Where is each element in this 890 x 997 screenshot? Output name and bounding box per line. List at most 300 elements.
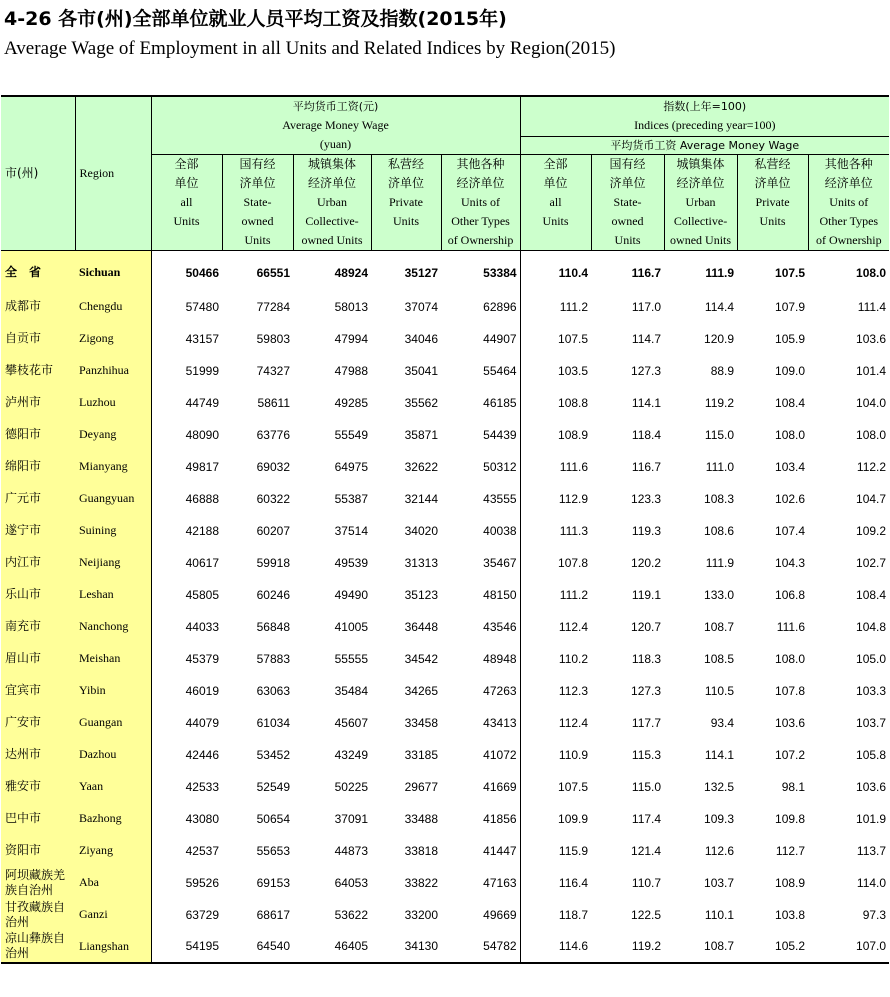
- wage-cell: 64975: [334, 459, 368, 474]
- wage-cell: 49285: [334, 395, 368, 410]
- wage-cell: 55464: [441, 355, 520, 387]
- row-city-cn: 南充市: [1, 611, 75, 643]
- wage-cell: 51999: [185, 363, 219, 378]
- row-region-en: Yaan: [75, 771, 151, 803]
- index-cell: 132.5: [704, 779, 735, 794]
- table-row: [1, 931, 889, 963]
- index-cell: 118.4: [631, 427, 662, 442]
- header-col-state-owned: 国有经 济单位 State- owned Units: [222, 155, 293, 251]
- index-cell: 112.9: [558, 491, 589, 506]
- index-cell: 107.9: [775, 299, 806, 314]
- index-cell: 118.3: [631, 651, 662, 666]
- index-cell: 108.7: [664, 931, 737, 963]
- wage-cell: 55653: [256, 843, 290, 858]
- index-cell: 107.5: [558, 779, 589, 794]
- index-cell: 122.5: [631, 907, 662, 922]
- row-city-cn: 德阳市: [1, 419, 75, 451]
- row-city-cn: 雅安市: [1, 771, 75, 803]
- row-region-en: Deyang: [75, 419, 151, 451]
- header-col-index-urban-collective: 城镇集体 经济单位 Urban Collective- owned Units: [664, 155, 737, 251]
- index-cell: 106.8: [775, 587, 806, 602]
- wage-cell: 31313: [404, 555, 438, 570]
- index-cell: 108.5: [704, 651, 735, 666]
- index-cell: 110.7: [631, 875, 662, 890]
- wage-cell: 33200: [404, 907, 438, 922]
- index-cell: 109.9: [558, 811, 589, 826]
- wage-cell: 58611: [257, 395, 290, 410]
- wage-cell: 49817: [185, 459, 219, 474]
- row-city-cn: 广元市: [1, 483, 75, 515]
- index-cell: 107.8: [558, 555, 589, 570]
- wage-cell: 50225: [334, 779, 368, 794]
- wage-cell: 57480: [185, 299, 219, 314]
- index-cell: 107.0: [808, 931, 889, 963]
- row-city-cn: 泸州市: [1, 387, 75, 419]
- wage-cell: 33185: [404, 747, 438, 762]
- index-cell: 114.6: [520, 931, 591, 963]
- wage-cell: 50654: [256, 811, 290, 826]
- wage-cell: 43555: [441, 483, 520, 515]
- index-cell: 107.4: [775, 523, 806, 538]
- wage-cell: 60322: [256, 491, 290, 506]
- index-cell: 110.4: [558, 265, 589, 280]
- index-cell: 114.4: [704, 299, 735, 314]
- table-row: [1, 547, 889, 579]
- wage-cell: 60246: [256, 587, 290, 602]
- wage-cell: 46405: [293, 931, 371, 963]
- table-row: [1, 771, 889, 803]
- index-cell: 112.7: [775, 843, 806, 858]
- index-cell: 109.2: [856, 523, 887, 538]
- row-city-cn: 眉山市: [1, 643, 75, 675]
- table-row: [1, 643, 889, 675]
- index-cell: 104.7: [856, 491, 887, 506]
- index-cell: 114.1: [704, 747, 735, 762]
- index-cell: 114.1: [631, 395, 662, 410]
- index-cell: 117.7: [631, 715, 662, 730]
- index-cell: 103.6: [775, 715, 806, 730]
- row-region-en: Leshan: [75, 579, 151, 611]
- row-region-en: Guangan: [75, 707, 151, 739]
- wage-cell: 50466: [185, 265, 219, 280]
- wage-cell: 57883: [256, 651, 290, 666]
- row-region-en: Chengdu: [75, 291, 151, 323]
- wage-cell: 47994: [334, 331, 368, 346]
- index-cell: 111.2: [559, 299, 589, 314]
- wage-cell: 74327: [256, 363, 290, 378]
- index-cell: 98.1: [781, 779, 806, 794]
- index-cell: 111.3: [559, 523, 589, 538]
- wage-cell: 33818: [404, 843, 438, 858]
- wage-cell: 68617: [256, 907, 290, 922]
- wage-cell: 35562: [404, 395, 438, 410]
- row-region-en: Liangshan: [75, 931, 151, 963]
- index-cell: 116.4: [558, 875, 589, 890]
- header-col-urban-collective: 城镇集体 经济单位 Urban Collective- owned Units: [293, 155, 371, 251]
- wage-cell: 35127: [404, 265, 438, 280]
- table-row: [1, 451, 889, 483]
- wage-cell: 66551: [256, 265, 290, 280]
- wage-cell: 35484: [334, 683, 368, 698]
- wage-cell: 33822: [404, 875, 438, 890]
- wage-cell: 43413: [441, 707, 520, 739]
- row-region-en: Nanchong: [75, 611, 151, 643]
- header-index-en: Indices (preceding year=100): [634, 118, 776, 133]
- wage-cell: 48090: [185, 427, 219, 442]
- index-cell: 120.7: [631, 619, 662, 634]
- index-cell: 103.3: [856, 683, 887, 698]
- wage-cell: 36448: [404, 619, 438, 634]
- wage-cell: 63063: [256, 683, 290, 698]
- table-row: [1, 515, 889, 547]
- index-cell: 107.2: [775, 747, 806, 762]
- index-cell: 119.1: [631, 587, 662, 602]
- wage-cell: 35041: [404, 363, 438, 378]
- wage-cell: 35123: [404, 587, 438, 602]
- header-index-cn: 指数(上年=100): [663, 100, 747, 114]
- table-row: [1, 707, 889, 739]
- index-cell: 103.6: [856, 331, 887, 346]
- index-cell: 108.4: [775, 395, 806, 410]
- row-region-en: Luzhou: [75, 387, 151, 419]
- wage-cell: 59526: [185, 875, 219, 890]
- row-city-cn: 成都市: [1, 291, 75, 323]
- table-row: [1, 419, 889, 451]
- row-city-cn: 达州市: [1, 739, 75, 771]
- wage-cell: 35871: [404, 427, 438, 442]
- index-cell: 119.2: [591, 931, 664, 963]
- index-cell: 105.2: [737, 931, 808, 963]
- row-city-cn: 全 省: [1, 251, 75, 291]
- index-cell: 104.0: [856, 395, 887, 410]
- index-cell: 93.4: [710, 715, 735, 730]
- index-cell: 103.4: [775, 459, 806, 474]
- wage-cell: 34542: [404, 651, 438, 666]
- index-cell: 103.7: [704, 875, 735, 890]
- wage-cell: 46185: [441, 387, 520, 419]
- index-cell: 111.6: [776, 619, 806, 634]
- index-cell: 127.3: [631, 683, 662, 698]
- index-cell: 104.3: [775, 555, 806, 570]
- wage-cell: 55549: [334, 427, 368, 442]
- wage-cell: 62896: [441, 291, 520, 323]
- row-city-cn: 攀枝花市: [1, 355, 75, 387]
- wage-cell: 43080: [185, 811, 219, 826]
- index-cell: 109.8: [775, 811, 806, 826]
- row-region-en: Dazhou: [75, 739, 151, 771]
- wage-cell: 41856: [441, 803, 520, 835]
- wage-cell: 48924: [334, 265, 368, 280]
- wage-cell: 41005: [334, 619, 368, 634]
- row-city-cn: 绵阳市: [1, 451, 75, 483]
- index-cell: 109.0: [775, 363, 806, 378]
- wage-cell: 60207: [256, 523, 290, 538]
- wage-cell: 54439: [441, 419, 520, 451]
- wage-cell: 46888: [185, 491, 219, 506]
- row-city-cn: 阿坝藏族羌族自治州: [1, 867, 75, 899]
- index-cell: 111.2: [559, 587, 589, 602]
- table-row: [1, 899, 889, 931]
- wage-cell: 34130: [371, 931, 441, 963]
- index-cell: 102.7: [856, 555, 887, 570]
- index-cell: 123.3: [631, 491, 662, 506]
- index-cell: 110.9: [558, 747, 589, 762]
- table-row: [1, 675, 889, 707]
- index-cell: 111.4: [857, 299, 887, 314]
- index-cell: 116.7: [631, 459, 662, 474]
- wage-cell: 49669: [441, 899, 520, 931]
- index-cell: 115.9: [558, 843, 589, 858]
- index-cell: 117.4: [631, 811, 662, 826]
- wage-cell: 47263: [441, 675, 520, 707]
- wage-cell: 61034: [256, 715, 290, 730]
- table-row: [1, 579, 889, 611]
- row-city-cn: 自贡市: [1, 323, 75, 355]
- wage-cell: 42537: [185, 843, 219, 858]
- wage-cell: 34020: [404, 523, 438, 538]
- wage-cell: 42188: [185, 523, 219, 538]
- wage-cell: 63776: [256, 427, 290, 442]
- index-cell: 108.7: [704, 619, 735, 634]
- index-cell: 101.4: [856, 363, 887, 378]
- index-cell: 105.0: [856, 651, 887, 666]
- index-cell: 111.6: [559, 459, 589, 474]
- table-row: [1, 803, 889, 835]
- index-cell: 115.0: [631, 779, 662, 794]
- index-cell: 108.0: [775, 427, 806, 442]
- index-cell: 108.8: [558, 395, 589, 410]
- table-row: [1, 355, 889, 387]
- header-col-index-other-types: 其他各种 经济单位 Units of Other Types of Ownership: [808, 155, 889, 251]
- wage-cell: 37514: [334, 523, 368, 538]
- index-cell: 115.0: [704, 427, 735, 442]
- wage-cell: 41669: [441, 771, 520, 803]
- wage-cell: 47163: [441, 867, 520, 899]
- row-region-en: Yibin: [75, 675, 151, 707]
- header-wage-unit: (yuan): [319, 137, 352, 151]
- index-cell: 114.0: [856, 875, 887, 890]
- wage-cell: 52549: [256, 779, 290, 794]
- index-cell: 112.2: [856, 459, 887, 474]
- index-cell: 105.9: [775, 331, 806, 346]
- table-row: [1, 291, 889, 323]
- index-cell: 111.9: [705, 265, 735, 280]
- wage-cell: 45607: [334, 715, 368, 730]
- row-region-en: Bazhong: [75, 803, 151, 835]
- wage-cell: 49539: [334, 555, 368, 570]
- wage-cell: 53384: [441, 251, 520, 291]
- index-cell: 110.2: [558, 651, 589, 666]
- wage-cell: 69032: [256, 459, 290, 474]
- wage-cell: 46019: [185, 683, 219, 698]
- wage-cell: 45379: [185, 651, 219, 666]
- wage-cell: 55555: [334, 651, 368, 666]
- header-group-indices: [520, 96, 889, 136]
- table-row: [1, 739, 889, 771]
- table-row: [1, 323, 889, 355]
- header-col-index-all-units: 全部 单位 all Units: [520, 155, 591, 251]
- row-city-cn: 内江市: [1, 547, 75, 579]
- wage-cell: 44873: [334, 843, 368, 858]
- row-region-en: Panzhihua: [75, 355, 151, 387]
- header-wage-en: Average Money Wage: [282, 118, 389, 132]
- table-title-chinese: 4-26 各市(州)全部单位就业人员平均工资及指数(2015年): [4, 8, 507, 30]
- wage-cell: 53622: [334, 907, 368, 922]
- wage-cell: 64540: [222, 931, 293, 963]
- index-cell: 113.7: [856, 843, 887, 858]
- wage-cell: 64053: [334, 875, 368, 890]
- wage-cell: 40038: [441, 515, 520, 547]
- wage-cell: 45805: [185, 587, 219, 602]
- index-cell: 111.0: [705, 459, 735, 474]
- wage-cell: 53452: [256, 747, 290, 762]
- index-cell: 112.3: [558, 683, 589, 698]
- index-cell: 107.8: [775, 683, 806, 698]
- row-region-en: Aba: [75, 867, 151, 899]
- index-cell: 105.8: [856, 747, 887, 762]
- table-row: [1, 483, 889, 515]
- index-cell: 108.0: [856, 265, 887, 280]
- wage-cell: 55387: [334, 491, 368, 506]
- index-cell: 119.3: [631, 523, 662, 538]
- row-city-cn: 资阳市: [1, 835, 75, 867]
- index-cell: 119.2: [704, 395, 735, 410]
- wage-cell: 50312: [441, 451, 520, 483]
- index-cell: 108.9: [558, 427, 589, 442]
- row-city-cn: 巴中市: [1, 803, 75, 835]
- row-region-en: Guangyuan: [75, 483, 151, 515]
- wage-cell: 32622: [404, 459, 438, 474]
- header-city: 市(州): [1, 96, 75, 251]
- row-region-en: Neijiang: [75, 547, 151, 579]
- index-cell: 115.3: [631, 747, 662, 762]
- header-wage-cn: 平均货币工资(元): [292, 100, 379, 113]
- index-cell: 108.6: [704, 523, 735, 538]
- table-row: [1, 251, 889, 291]
- row-region-en: Ziyang: [75, 835, 151, 867]
- wage-cell: 48150: [441, 579, 520, 611]
- header-col-index-state-owned: 国有经 济单位 State- owned Units: [591, 155, 664, 251]
- wage-cell: 54195: [151, 931, 222, 963]
- wage-cell: 48948: [441, 643, 520, 675]
- index-cell: 111.9: [705, 555, 735, 570]
- wage-cell: 69153: [256, 875, 290, 890]
- wage-cell: 56848: [256, 619, 290, 634]
- header-index-subgroup: 平均货币工资 Average Money Wage: [520, 136, 889, 154]
- index-cell: 110.5: [704, 683, 735, 698]
- row-city-cn: 广安市: [1, 707, 75, 739]
- index-cell: 114.7: [631, 331, 662, 346]
- header-col-other-types: 其他各种 经济单位 Units of Other Types of Ownership: [441, 155, 520, 251]
- table-row: [1, 387, 889, 419]
- wage-cell: 35467: [441, 547, 520, 579]
- wage-cell: 41447: [441, 835, 520, 867]
- row-region-en: Ganzi: [75, 899, 151, 931]
- wage-cell: 47988: [334, 363, 368, 378]
- index-cell: 112.4: [558, 619, 589, 634]
- header-col-private: 私营经 济单位 Private Units: [371, 155, 441, 251]
- row-city-cn: 甘孜藏族自治州: [1, 899, 75, 931]
- header-col-all-units: 全部 单位 all Units: [151, 155, 222, 251]
- index-cell: 110.1: [704, 907, 735, 922]
- wage-cell: 42533: [185, 779, 219, 794]
- header-region: Region: [75, 96, 151, 251]
- row-region-en: Suining: [75, 515, 151, 547]
- wage-cell: 37091: [334, 811, 368, 826]
- row-city-cn: 遂宁市: [1, 515, 75, 547]
- index-cell: 112.4: [558, 715, 589, 730]
- wage-cell: 40617: [185, 555, 219, 570]
- row-region-en: Zigong: [75, 323, 151, 355]
- wage-cell: 49490: [334, 587, 368, 602]
- index-cell: 112.6: [704, 843, 735, 858]
- index-cell: 108.0: [856, 427, 887, 442]
- index-cell: 108.0: [775, 651, 806, 666]
- wage-cell: 44907: [441, 323, 520, 355]
- index-cell: 133.0: [704, 587, 735, 602]
- wage-cell: 44079: [185, 715, 219, 730]
- wage-cell: 43249: [334, 747, 368, 762]
- wage-cell: 43157: [185, 331, 219, 346]
- index-cell: 116.7: [631, 265, 662, 280]
- wage-cell: 37074: [404, 299, 438, 314]
- wage-cell: 33488: [404, 811, 438, 826]
- index-cell: 120.9: [704, 331, 735, 346]
- wage-cell: 34046: [404, 331, 438, 346]
- wage-cell: 58013: [334, 299, 368, 314]
- table-row: [1, 611, 889, 643]
- index-cell: 107.5: [558, 331, 589, 346]
- index-cell: 121.4: [631, 843, 662, 858]
- index-cell: 103.5: [558, 363, 589, 378]
- row-city-cn: 乐山市: [1, 579, 75, 611]
- index-cell: 102.6: [775, 491, 806, 506]
- index-cell: 97.3: [862, 907, 887, 922]
- index-cell: 127.3: [631, 363, 662, 378]
- wage-cell: 44033: [185, 619, 219, 634]
- wage-cell: 29677: [404, 779, 438, 794]
- wage-cell: 77284: [256, 299, 290, 314]
- row-region-en: Sichuan: [75, 251, 151, 291]
- wage-cell: 59803: [256, 331, 290, 346]
- row-region-en: Mianyang: [75, 451, 151, 483]
- wage-cell: 44749: [185, 395, 219, 410]
- wage-cell: 43546: [441, 611, 520, 643]
- index-cell: 117.0: [631, 299, 662, 314]
- index-cell: 101.9: [856, 811, 887, 826]
- wage-cell: 54782: [441, 931, 520, 963]
- wage-cell: 32144: [404, 491, 438, 506]
- wage-cell: 59918: [256, 555, 290, 570]
- table-row: [1, 835, 889, 867]
- index-cell: 120.2: [631, 555, 662, 570]
- wage-cell: 41072: [441, 739, 520, 771]
- index-cell: 103.6: [856, 779, 887, 794]
- wage-cell: 42446: [185, 747, 219, 762]
- table-title-english: Average Wage of Employment in all Units and Related Indices by Region(2015): [4, 38, 616, 59]
- index-cell: 108.3: [704, 491, 735, 506]
- index-cell: 103.7: [856, 715, 887, 730]
- table-body: [1, 251, 889, 963]
- index-cell: 118.7: [558, 907, 589, 922]
- header-group-average-wage: [151, 96, 520, 155]
- wage-table: [1, 95, 889, 964]
- wage-cell: 34265: [404, 683, 438, 698]
- index-cell: 104.8: [856, 619, 887, 634]
- index-cell: 109.3: [704, 811, 735, 826]
- row-city-cn: 凉山彝族自治州: [1, 931, 75, 963]
- index-cell: 88.9: [710, 363, 735, 378]
